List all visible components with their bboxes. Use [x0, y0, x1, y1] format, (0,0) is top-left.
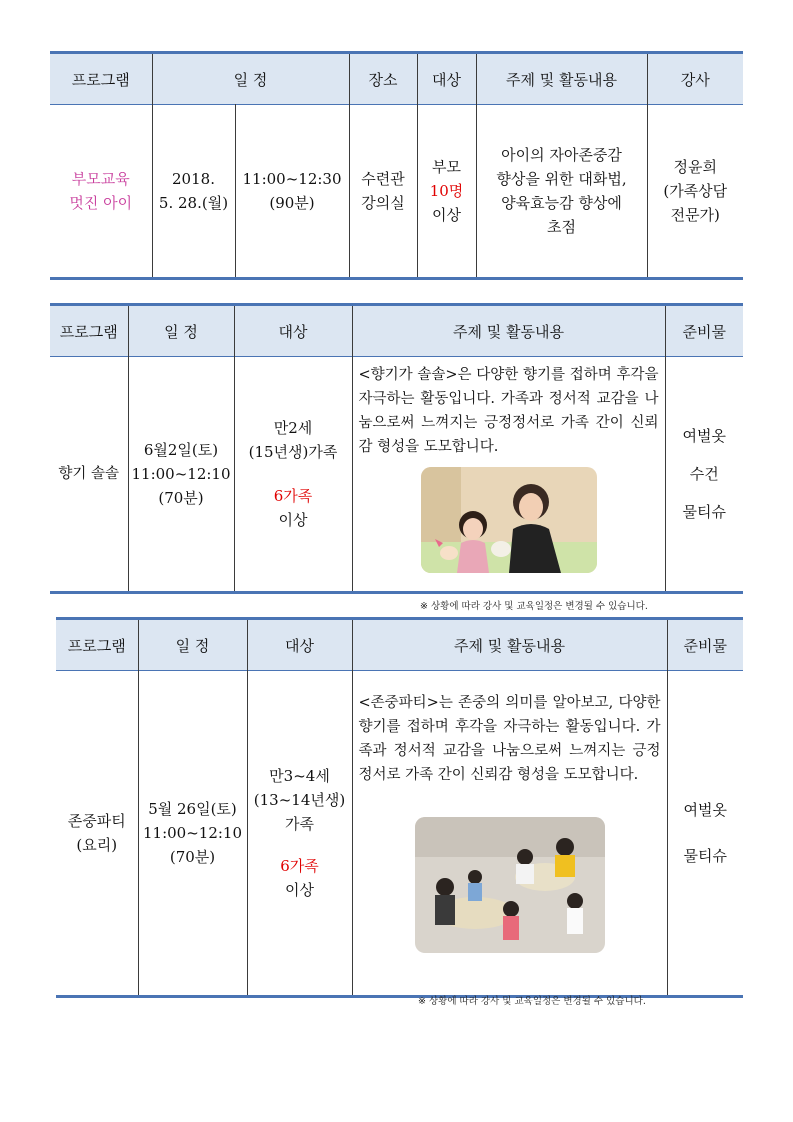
- activity-photo: [421, 467, 597, 573]
- program-table-scent: [50, 303, 743, 594]
- header-schedule: 일 정: [152, 53, 349, 105]
- header-program: 프로그램: [56, 619, 138, 671]
- header-target: 대상: [247, 619, 352, 671]
- header-schedule: 일 정: [128, 305, 234, 357]
- header-instructor: 강사: [647, 53, 743, 105]
- program-table-parent-education: [50, 51, 743, 280]
- description: <향기가 솔솔>은 다양한 향기를 접하며 후각을 자극하는 활동입니다. 가족과 정서적 교감을 나눔으로써 느껴지는 긍정정서로 가족 간이 신뢰감 형성을 도모합니다.: [352, 357, 665, 593]
- target: 만3~4세 (13~14년생) 가족 6가족 이상: [247, 671, 352, 997]
- header-program: 프로그램: [50, 305, 128, 357]
- description: <존중파티>는 존중의 의미를 알아보고, 다양한 향기를 접하며 후각을 자극하는 활동입니다. 가족과 정서적 교감을 나눔으로써 느껴지는 긍정정서로 가족 간이 신뢰감 형성을 도모합니다.: [352, 671, 667, 997]
- header-content: 주제 및 활동내용: [352, 619, 667, 671]
- schedule: 6월2일(토) 11:00~12:10 (70분): [128, 357, 234, 593]
- instructor: 정윤희 (가족상담 전문가): [647, 105, 743, 279]
- header-program: 프로그램: [50, 53, 152, 105]
- program-table-respect-party: [56, 617, 743, 998]
- content: 아이의 자아존중감 향상을 위한 대화법, 양육효능감 향상에 초점: [476, 105, 647, 279]
- schedule-change-note: ※ 상황에 따라 강사 및 교육일정은 변경될 수 있습니다.: [420, 601, 648, 612]
- program-name: 부모교육 멋진 아이: [50, 105, 152, 279]
- header-content: 주제 및 활동내용: [476, 53, 647, 105]
- program-name: 향기 솔솔: [50, 357, 128, 593]
- schedule-time: 11:00~12:30 (90분): [235, 105, 349, 279]
- activity-photo: [415, 817, 605, 953]
- activity-photo-image: [415, 817, 605, 953]
- target: 부모 10명 이상: [417, 105, 476, 279]
- materials: 여벌옷 수건 물티슈: [665, 357, 743, 593]
- schedule: 5월 26일(토) 11:00~12:10 (70분): [138, 671, 247, 997]
- activity-photo-image: [421, 467, 597, 573]
- schedule-date: 2018. 5. 28.(월): [152, 105, 235, 279]
- program-name: 존중파티 (요리): [56, 671, 138, 997]
- schedule-change-note: ※ 상황에 따라 강사 및 교육일정은 변경될 수 있습니다.: [418, 996, 646, 1007]
- materials: 여벌옷 물티슈: [667, 671, 743, 997]
- header-target: 대상: [417, 53, 476, 105]
- header-content: 주제 및 활동내용: [352, 305, 665, 357]
- header-materials: 준비물: [665, 305, 743, 357]
- header-target: 대상: [234, 305, 352, 357]
- header-schedule: 일 정: [138, 619, 247, 671]
- place: 수련관 강의실: [349, 105, 417, 279]
- target: 만2세 (15년생)가족 6가족 이상: [234, 357, 352, 593]
- header-materials: 준비물: [667, 619, 743, 671]
- header-place: 장소: [349, 53, 417, 105]
